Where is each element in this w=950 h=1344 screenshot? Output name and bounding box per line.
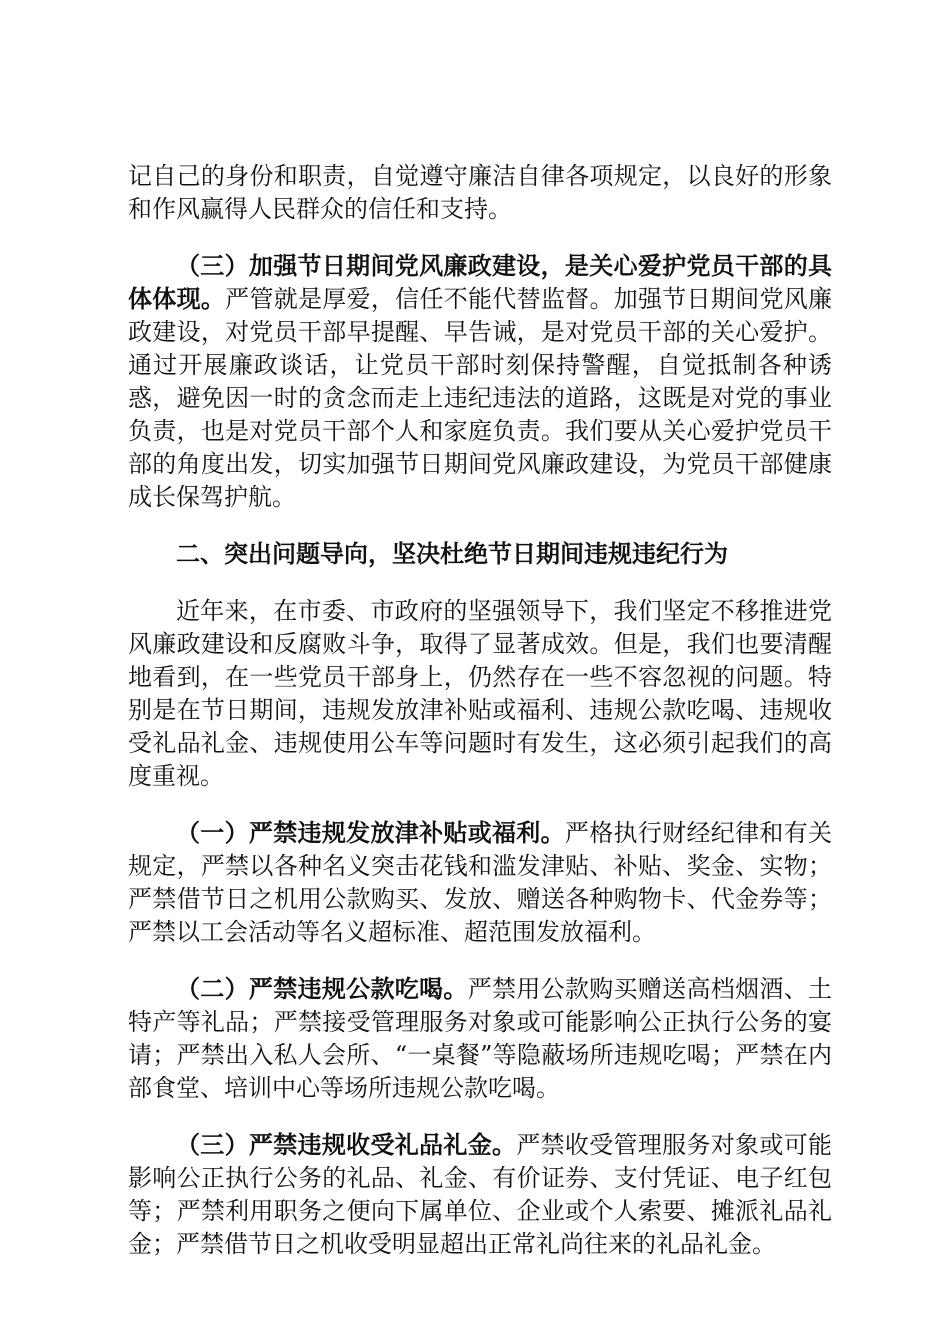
paragraph-text: 严管就是厚爱，信任不能代替监督。加强节日期间党风廉政建设，对党员干部早提醒、早告诫，是对党员干部的关心爱护。通过开展廉政谈话，让党员干部时刻保持警醒，自觉抵制各种诱惑，避免因一时的贪念而走上违纪违法的道路，这既是对党的事业负责，也是对党员干部个人和家庭负责。我们要从关心爱护党员干部的角度出发，切实加强节日期间党风廉政建设，为党员干部健康成长保驾护航。 xyxy=(128,285,833,511)
paragraph-ban-1 xyxy=(128,817,832,949)
paragraph-intro xyxy=(128,595,832,793)
paragraph-ban-3 xyxy=(128,1129,832,1261)
paragraph-text: 严禁用公款购买赠送高档烟酒、土特产等礼品；严禁接受管理服务对象或可能影响公正执行公务的宴请；严禁出入私人会所、“一桌餐”等隐蔽场所违规吃喝；严禁在内部食堂、培训中心等场所违规公款吃喝。 xyxy=(128,975,833,1102)
paragraph-lead: （一）严禁违规发放津补贴或福利。 xyxy=(176,819,565,847)
paragraph-ban-2 xyxy=(128,973,832,1105)
paragraph-text: 严格执行财经纪律和有关规定，严禁以各种名义突击花钱和滥发津贴、补贴、奖金、实物；严禁借节日之机用公款购买、发放、赠送各种购物卡、代金券等；严禁以工会活动等名义超标准、超范围发放福利。 xyxy=(128,819,832,946)
paragraph-text: 记自己的身份和职责，自觉遵守廉洁自律各项规定，以良好的形象和作风赢得人民群众的信任和支持。 xyxy=(128,162,832,223)
paragraph-lead: （三）严禁违规收受礼品礼金。 xyxy=(176,1131,517,1159)
paragraph-continuation xyxy=(128,160,832,226)
paragraph-text: 近年来，在市委、市政府的坚强领导下，我们坚定不移推进党风廉政建设和反腐败斗争，取得了显著成效。但是，我们也要清醒地看到，在一些党员干部身上，仍然存在一些不容忽视的问题。特别是在节日期间，违规发放津补贴或福利、违规公款吃喝、违规收受礼品礼金、违规使用公车等问题时有发生，这必须引起我们的高度重视。 xyxy=(128,597,832,790)
paragraph-lead: （三）加强节日期间党风廉政建设，是关心爱护党员干部的具体体现。 xyxy=(128,252,832,313)
paragraph-lead: （二）严禁违规公款吃喝。 xyxy=(176,975,468,1003)
paragraph-point-3 xyxy=(128,250,832,514)
section-heading-2: 二、突出问题导向，坚决杜绝节日期间违规违纪行为 xyxy=(176,540,728,568)
paragraph-text: 严禁收受管理服务对象或可能影响公正执行公务的礼品、礼金、有价证券、支付凭证、电子红包等；严禁利用职务之便向下属单位、企业或个人索要、摊派礼品礼金；严禁借节日之机收受明显超出正常礼尚往来的礼品礼金。 xyxy=(128,1131,833,1258)
document-body xyxy=(128,160,832,1285)
